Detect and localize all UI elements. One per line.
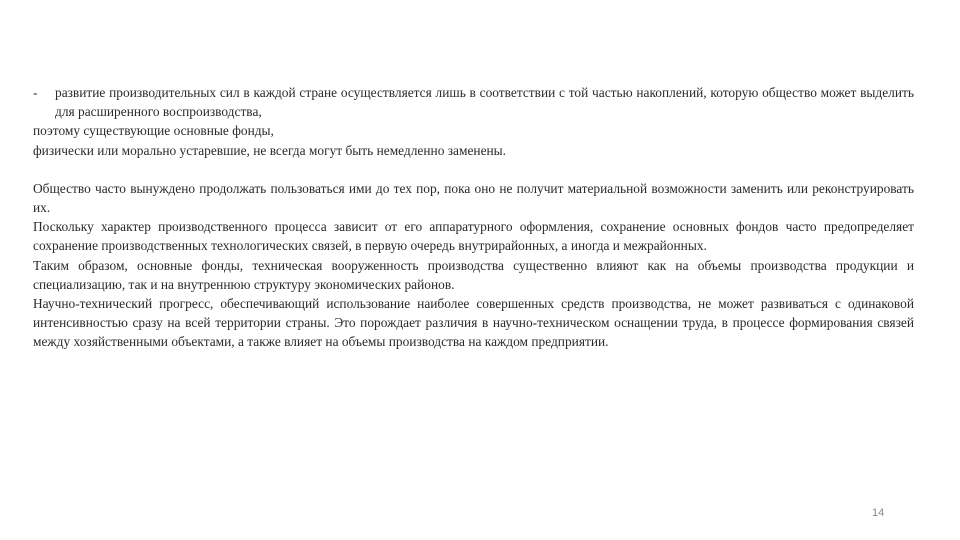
slide-text-block — [33, 83, 914, 352]
bullet-item — [33, 83, 914, 121]
paragraph: Поскольку характер производственного процесса зависит от его аппаратурного оформления, сохранение основных фондов часто предопределяет сохранение производственных технологических связей, в первую очередь внутрирайонных, а иногда и межрайонных. — [33, 219, 914, 254]
page-number: 14 — [872, 507, 885, 519]
paragraph: Общество часто вынуждено продолжать пользоваться ими до тех пор, пока оно не получит материальной возможности заменить или реконструировать их. — [33, 180, 914, 216]
paragraph-gap — [33, 160, 914, 179]
paragraph: Научно-технический прогресс, обеспечивающий использование наиболее совершенных средств производства, не может развиваться с одинаковой интенсивностью сразу на всей территории страны. Это порождает различия в научно-техническом оснащении труда, в процессе формирования связей между хозяйственными объектами, а также влияет на объемы производства на каждом предприятии. — [33, 296, 914, 350]
paragraph: Таким образом, основные фонды, техническая вооруженность производства существенно влияют как на объемы производства продукции и специализацию, так и на внутреннюю структуру экономических районов. — [33, 257, 914, 292]
text-line: поэтому существующие основные фонды, — [33, 123, 274, 139]
text-line: физически или морально устаревшие, не всегда могут быть немедленно заменены. — [33, 142, 507, 158]
bullet-text: развитие производительных сил в каждой стране осуществляется лишь в соответствии с той частью накоплений, которую общество может выделить для расширенного воспроизводства, — [55, 85, 914, 120]
bullet-marker: - — [33, 85, 38, 100]
